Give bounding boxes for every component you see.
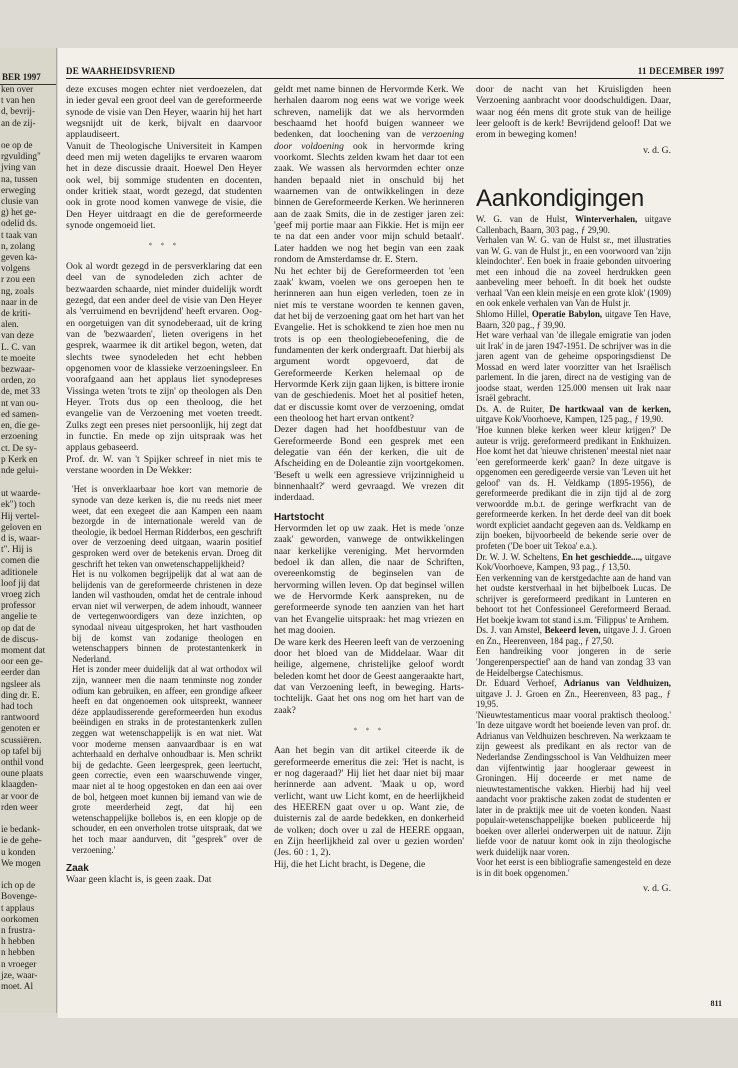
column-3 — [476, 84, 671, 894]
adjacent-page-line: en, die ge- — [1, 421, 40, 432]
adjacent-page-line: op tafel bij — [1, 746, 42, 757]
adjacent-page-line: de kriti- — [1, 309, 31, 320]
adjacent-page-line: u konden — [1, 847, 36, 858]
adjacent-page-line: scussiëren. — [1, 735, 42, 746]
adjacent-page-line: g) het ge- — [1, 208, 37, 219]
adjacent-page-line: moment dat — [1, 645, 46, 656]
adjacent-page-line: orden, zo — [1, 376, 36, 387]
section-divider: * * * — [353, 725, 385, 735]
adjacent-page-line — [0, 870, 56, 881]
adjacent-page-line: t taak van — [1, 230, 38, 241]
adjacent-page-fragment — [0, 48, 57, 1013]
paragraph: Aan het begin van dit artikel citeerde ik de gereformeerde emeritus die zei: 'Het is nacht, is er nog dageraad?' Hij liet het daar niet bij maar herinnerde aan advent. 'Maak u op, word verlicht, want uw Licht komt, en de heerlijkheid des HEEREN gaat over u op. Want zie, de duisternis zal de aarde bedekken, en donkerheid de volken; doch over u zal de HEERE opgaan, en Zijn heerlijkheid zal over u gezien worden' (Jes. 60 : 1, 2). — [274, 745, 464, 859]
adjacent-page-line: ek") toch — [1, 500, 35, 511]
adjacent-page-line: klaagden- — [1, 780, 38, 791]
block-quote — [72, 484, 262, 855]
adjacent-page-line: L. C. van — [1, 342, 36, 353]
announcement-text: 'Nieuwtestamenticus maar vooral praktisch theoloog.' 'In deze uitgave wordt het boeiende leven van prof. dr. Adrianus van Veldhuizen beschreven. Na werkzaam te zijn geweest als predikant en als rector van de Nederlandse Zendingsschool is Van Veldhuizen meer dan vijfentwintig jaar hoogleraar geweest in Groningen. Hij doceerde er met name de nieuwtestamentische vakken. Hierbij had hij veel aandacht voor praktische zaken zodat de studenten er later in de praktijk mee uit de voeten konden. Naast populair-wetenschappelijke boeken publiceerde hij boeken over allerlei onderwerpen uit de natuur. Zijn liefde voor de natuur komt ook in zijn theologische werk duidelijk naar voren. — [476, 709, 671, 857]
paragraph: Prof. dr. W. van 't Spijker schreef in niet mis te verstane woorden in De Wekker: — [66, 453, 262, 476]
adjacent-page-line: naar in de — [1, 297, 38, 308]
adjacent-page-lines-top — [0, 85, 56, 477]
adjacent-page-line: clusie van — [1, 197, 39, 208]
book-title: En het geschiedde...., — [561, 551, 643, 562]
announcement-text: 'Hoe kunnen bleke kerken weer kleur krijgen?' De auteur is vrijg. gereformeerd predikant in Enkhuizen. Hoe komt het dat 'nieuwe christenen' meestal niet naar 'een gereformeerde kerk' gaan? In deze uitgave is opgenomen een geredigeerde versie van 'Leven uit het geloof' van ds. H. Veldkamp (1895-1956), de gereformeerde predikant die in zijn tijd al de zorg verwoordde m.b.t. de geringe werfkracht van de gereformeerde kerken. In het derde deel van dit boek wordt expliciet aandacht gegeven aan ds. Veldkamp en zijn boeken, bijvoorbeeld de bekende serie over de profeten ('De boer uit Tekoa' e.a.). — [476, 425, 671, 552]
adjacent-page-line: odelid ds. — [1, 219, 38, 230]
paragraph: Nu het echter bij de Gereformeerden tot 'een zaak' kwam, voelen we ons geroepen hen te herinneren aan hun eigen verleden, toen ze in niet mis te verstane woorden te kennen gaven, dat het bij de verzoening gaat om het hart van het Evangelie. Het is schokkend te zien hoe men nu trots is op een theologiebeoefening, die de fundamenten der kerk ondergraaft. Dat hierbij als argument wordt opgevoerd, dat de Gereformeerde Kerken helemaal op de Hervormde Kerk zijn gaan lijken, is bittere ironie van de geschiedenis. Moet het al positief heten, dat er discussie komt over de verzoening, omdat een theoloog het hart ervan ontkent? — [274, 265, 464, 424]
book-title: Bekeerd leven, — [544, 625, 601, 636]
announcement-text: Het ware verhaal van 'de illegale emigratie van joden uit Irak' in de jaren 1947-1951. De schrijver was in die jaren agent van de geheime opsporingsdienst De Mossad en werd later voorzitter van het Israëlisch parlement. In die jaren, direct na de vestiging van de joodse staat, werden 125.000 mensen uit Irak naar Israël gebracht. — [476, 330, 671, 404]
adjacent-page-line: angelie te — [1, 612, 37, 623]
paragraph: geldt met name binnen de Hervormde Kerk. We herhalen daarom nog eens wat we vorige week schreven, namelijk dat we als hervormden beschaamd het hoofd buigen wanneer we bedenken, dat loochening van de verzoening door voldoening ook in hervormde kring voorkomt. Slechts zelden kwam het daar tot een zaak. We wassen als hervormden echter onze handen bepaald niet in onschuld bij het waarnemen van de ontwikkelingen in deze binnen de Gereformeerde Kerken. We herinneren aan de zaak Smits, die in de zestiger jaren zei: 'geef mij portie maar aan Fikkie. Het is mijn eer te na dat een ander voor mijn schuld betaalt'. Later hadden we nog het begin van een zaak rondom de Amsterdamse dr. E. Stern. — [274, 84, 465, 266]
announcement-text: Verhalen van W. G. van de Hulst sr., met illustraties van W. G. van de Hulst jr., en een voorwoord van 'zijn kleindochter'. Een boek in fraaie gebonden uitvoering met een inhoud die na zoveel herdrukken geen aanbeveling meer behoeft. In dit boek het oudste verhaal 'Van een klein meisje en een grote klok' (1909) en ook enkele verhalen van Van de Hulst jr. — [476, 235, 671, 309]
adjacent-page-line: ie de gehe- — [1, 836, 42, 847]
adjacent-page-line: ich op de — [1, 881, 36, 892]
quote-paragraph: 'Het is onverklaarbaar hoe kort van memorie de synode van deze kerken is, die nu reeds niet meer weet, dat een exegeet die aan Kampen een naam bezorgde in de internationale wereld van de theologie, ik bedoel Herman Ridderbos, een geschrift over de verzoening deed uitgaan, waarin positief gesproken werd over de betekenis ervan. Droeg dit geschrift het teken van onwetenschappelijkheid? — [72, 484, 262, 569]
section-divider: * * * — [148, 241, 180, 251]
adjacent-page-lines-mid — [0, 489, 56, 993]
paragraph: Hij, die het Licht bracht, is Degene, die — [274, 858, 426, 870]
announcement-entry: Dr. W. J. W. Scheltens, En het geschiedde...., uitgave Kok/Voorhoeve, Kampen, 93 pag., ƒ 13,50. Een verkenning van de kerstgedachte aan de hand van het oudste kerstverhaal in het bijbelboek Lucas. De schrijver is gereformeerd predikant in Lunteren en behoort tot het Confessioneel Gereformeerd Beraad. Het boekje kwam tot stand i.s.m. 'Filippus' te Arnhem. — [476, 551, 672, 625]
adjacent-page-line: rden weer — [1, 802, 38, 813]
adjacent-page-line: ken over — [1, 85, 34, 95]
adjacent-page-line: jze, waar- — [1, 970, 38, 981]
adjacent-page-line: t van hen — [1, 96, 36, 107]
adjacent-page-line: ngsleer als — [1, 679, 41, 690]
paragraph: Waar geen klacht is, is geen zaak. Dat — [66, 874, 212, 886]
adjacent-page-line: bezwaar- — [1, 365, 35, 376]
subheading-hartstocht: Hartstocht — [274, 511, 325, 523]
adjacent-page-line: genoten er — [1, 724, 40, 735]
adjacent-page-line: n, zolang — [1, 241, 36, 252]
adjacent-page-line: oor een ge- — [1, 657, 43, 668]
page-number: 811 — [710, 999, 722, 1008]
adjacent-page-line: t". Hij is — [1, 545, 33, 556]
adjacent-page-line: rgvulding" — [1, 152, 41, 163]
newspaper-page — [58, 48, 738, 1018]
adjacent-page-line: n frustra- — [1, 926, 36, 937]
adjacent-page-line: ng, zoals — [1, 286, 35, 297]
announcements-list — [476, 214, 671, 878]
adjacent-page-line — [0, 814, 56, 825]
adjacent-page-line: ed samen- — [1, 409, 39, 420]
adjacent-page-line: nt van ou- — [1, 398, 39, 409]
adjacent-page-line: ie bedank- — [1, 825, 40, 836]
announcement-text: Een handreiking voor jongeren in de serie 'Jongerenperspectief' aan de hand van zondag 33 van de Heidelbergse Catechismus. — [476, 646, 671, 678]
emphasis: verzoening door voldoening — [274, 129, 464, 152]
adjacent-page-line — [0, 130, 56, 141]
book-title: Winterverhalen, — [575, 214, 638, 225]
adjacent-page-line: onthil vond — [1, 757, 44, 768]
adjacent-page-header: BER 1997 — [0, 70, 56, 85]
adjacent-page-line: n vroeger — [1, 959, 37, 970]
adjacent-page-line: moet. Al — [1, 982, 34, 993]
paragraph: Ook al wordt gezegd in de persverklaring dat een deel van de synodeleden zich achter de bezwaarden schaarde, niet minder duidelijk wordt gezegd, dat een ander deel de visie van Den Heyer als 'verruimend en bevrijdend' heeft ervaren. Oog- en oorgetuigen van dit synodeberaad, uit de kring van de 'bezwaarden', lieten overigens in het gesprek, waarmee ik dit artikel begon, weten, dat slechts twee synodeleden het echt hebben opgenomen voor de klassieke verzoeningsleer. En voorafgaand aan het applaus liet synodepreses Vissinga weten 'trots te zijn' op theologen als Den Heyer. Trots dus op een theoloog, die het evangelie van de Verzoening met voeten treedt. Zulks zegt een preses niet persoonlijk, hij zegt dat in functie. En mede op zijn uitspraak was het applaus gebaseerd. — [66, 260, 262, 454]
paragraph: Hervormden let op uw zaak. Het is mede 'onze zaak' geworden, vanwege de ontwikkelingen naar kerkelijke vereniging. Met hervormden bedoel ik dan allen, die naar de Schriften, overeenkomstig de beginselen van de hervorming willen leven. Op dat beginsel willen we de Hervormde Kerk aanspreken, nu de gereformeerde synode ten aanzien van het hart van het Evangelie uitspraak: het mag vriezen en het mag dooien. — [274, 523, 464, 637]
announcement-entry: Dr. Eduard Verhoef, Adrianus van Veldhuizen, uitgave J. J. Groen en Zn., Heerenveen, 83 pag., ƒ 19,95. 'Nieuwtestamenticus maar vooral praktisch theoloog.' 'In deze uitgave wordt het boeiende leven van prof. dr. Adrianus van Veldhuizen beschreven. Na werkzaam te zijn geweest als predikant en als rector van de Nederlandse Zendingsschool is Van Veldhuizen meer dan vijfentwintig jaar hoogleraar geweest in Groningen. Hij doceerde er met name de nieuwtestamentische vakken. Hierbij had hij veel aandacht voor praktische zaken zodat de studenten er later in de praktijk mee uit de voeten konden. Naast populair-wetenschappelijke boeken publiceerde hij boeken over allerlei onderwerpen uit de natuur. Zijn liefde voor de natuur komt ook in zijn theologische werk duidelijk naar voren. Voor het eerst is een bibliografie samengesteld en deze is in dit boek opgenomen.' — [476, 678, 672, 878]
adjacent-page-line: r zou een — [1, 275, 36, 286]
publication-name: DE WAARHEIDSVRIEND — [66, 66, 176, 76]
issue-date: 11 DECEMBER 1997 — [637, 66, 724, 76]
adjacent-page-line: We mogen — [1, 858, 41, 869]
paragraph: De ware kerk des Heeren leeft van de verzoening door het bloed van de Middelaar. Waar dit heilige, algemene, christelijke geloof wordt beleden komt het door de Geest aangeraakte hart, dat van Verzoening leeft, in beweging. Harts-tochtelijk. Gaat het ons nog om het hart van de zaak? — [274, 636, 464, 716]
adjacent-page-line: t applaus — [1, 903, 35, 914]
adjacent-page-line: de, met 33 — [1, 387, 40, 398]
adjacent-page-line: an de zij- — [1, 118, 36, 129]
adjacent-page-line: jving van — [1, 163, 36, 174]
adjacent-page-line: had toch — [1, 701, 33, 712]
adjacent-page-line: van deze — [1, 331, 34, 342]
adjacent-page-line: eerder dan — [1, 668, 40, 679]
author-initials: v. d. G. — [643, 144, 671, 156]
adjacent-page-line: Bovenge- — [1, 892, 38, 903]
column-1 — [66, 84, 262, 886]
adjacent-page-line: erzoening — [1, 432, 38, 443]
adjacent-page-line: n hebben — [1, 948, 35, 959]
running-header — [66, 66, 724, 79]
subheading-zaak: Zaak — [66, 863, 89, 875]
adjacent-page-line: geloven en — [1, 522, 42, 533]
announcement-entry: Shlomo Hillel, Operatie Babylon, uitgave Ten Have, Baarn, 320 pag., ƒ 39,90. Het ware verhaal van 'de illegale emigratie van joden uit Irak' in de jaren 1947-1951. De schrijver was in die jaren agent van de geheime opsporingsdienst De Mossad en werd later voorzitter van het Israëlisch parlement. In die jaren, direct na de vestiging van de joodse staat, werden 125.000 mensen uit Irak naar Israël gebracht. — [476, 308, 671, 404]
adjacent-page-line: p Kerk en — [1, 454, 38, 465]
paragraph: Vanuit de Theologische Universiteit in Kampen deed men mij weten dagelijks te ervaren waarom het in deze discussie draait. Hoewel Den Heyer ook wel, bij sommige studenten en docenten, onder kritiek staat, wordt gezegd, dat studenten ook in grote nood komen vanwege de visie, die Den Heyer uitdraagt en die de gereformeerde synode ongemoeid liet. — [66, 140, 262, 232]
announcement-entry: W. G. van de Hulst, Winterverhalen, uitgave Callenbach, Baarn, 303 pag., ƒ 29,90. Verhalen van W. G. van de Hulst sr., met illustraties van W. G. van de Hulst jr., en een voorwoord van 'zijn kleindochter'. Een boek in fraaie gebonden uitvoering met een inhoud die na zoveel herdrukken geen aanbeveling meer behoeft. In dit boek het oudste verhaal 'Van een klein meisje en een grote klok' (1909) en ook enkele verhalen van Van de Hulst jr. — [476, 214, 672, 309]
adjacent-page-line: alen. — [1, 320, 19, 331]
announcements-heading: Aankondigingen — [476, 185, 644, 213]
adjacent-page-line: h hebben — [1, 937, 35, 948]
adjacent-page-line: ding dr. E. — [1, 690, 40, 701]
adjacent-page-line: oe op de — [1, 141, 33, 152]
adjacent-page-line: oorkomen — [1, 914, 39, 925]
paragraph: door de nacht van het Kruisligden heen Verzoening aanbracht voor doodschuldigen. Daar, waar nog één mens dit grote stuk van de heilige leer gelooft is de kerk! Bevrijdend geloof! Dat we erom in beweging komen! — [476, 84, 671, 141]
book-title: De hartkwaal van de kerken, — [549, 403, 671, 414]
announcement-text: Voor het eerst is een bibliografie samengesteld en deze is in dit boek opgenomen.' — [476, 857, 671, 878]
adjacent-page-line: ut waarde- — [1, 489, 41, 500]
announcement-entry: Ds. J. van Amstel, Bekeerd leven, uitgave J. J. Groen en Zn., Heerenveen, 184 pag., ƒ 27,50. Een handreiking voor jongeren in de serie 'Jongerenperspectief' aan de hand van zondag 33 van de Heidelbergse Catechismus. — [476, 625, 672, 678]
column-2 — [274, 84, 464, 870]
adjacent-page-line: oune plaats — [1, 769, 44, 780]
paragraph: Dezer dagen had het hoofdbestuur van de Gereformeerde Bond een gesprek met een delegatie van één der kerken, die uit de Afscheiding en de Doleantie zijn voortgekomen. 'Beseft u welk een agressieve vrijzinnigheid u binnenhaalt?' werd gevraagd. We vrezen dit inderdaad. — [274, 424, 464, 504]
paragraph: deze excuses mogen echter niet verdoezelen, dat in ieder geval een groot deel van de gereformeerde synode de visie van Den Heyer, waarin hij het hart wegsnijdt uit de kerk, bijvalt en daarvoor applaudiseert. — [66, 84, 262, 141]
adjacent-page-line: na, tussen — [1, 174, 38, 185]
adjacent-page-line: te moeite — [1, 353, 36, 364]
adjacent-page-line: professor — [1, 601, 36, 612]
book-title: Adrianus van Veldhuizen, — [563, 678, 672, 689]
adjacent-page-line: vroeg zich — [1, 589, 40, 600]
adjacent-page-line: Hij vertel- — [1, 511, 40, 522]
adjacent-page-line: op dat de — [1, 623, 36, 634]
adjacent-page-line: ct. De sy- — [1, 443, 37, 454]
adjacent-page-line: loof jij dat — [1, 578, 40, 589]
adjacent-page-line: de discus- — [1, 634, 39, 645]
book-title: Operatie Babylon, — [531, 308, 603, 319]
quote-paragraph: Het is zonder meer duidelijk dat al wat orthodox wil zijn, wanneer men die naam tenminste nog zonder odium kan gebruiken, en affeer, een grondige afkeer heeft en dat ongenoemen ook uitspreekt, wanneer déze applaudisserende gereformeerden hun exodus beëindigen en straks in de protestantenkerk zullen zeggen wat wetenschappelijk is en wat niet. Wat voor moderne mensen aanvaardbaar is en wat achterhaald en derhalve onhoudbaar is. Men schrikt bij de gedachte. Geen leergesprek, geen leertucht, geen correctie, even een waarschuwende vinger, maar niet al te hoog opgestoken en dan een aai over de bol, hetgeen moet kunnen bij iemand van wie de grote meerderheid zegt, dat hij een wetenschappelijke bollebos is, en een klopje op de schouder, en een onverholen trotse uitspraak, dat we het toch maar aandurven, dit "gesprek" over de verzoening.' — [72, 664, 262, 855]
author-initials: v. d. G. — [643, 882, 671, 894]
adjacent-page-line: comen die — [1, 556, 40, 567]
adjacent-page-line: geven ka- — [1, 253, 38, 264]
adjacent-page-line: ar voor de — [1, 791, 39, 802]
adjacent-page-line: aditionele — [1, 567, 38, 578]
adjacent-page-line: rantwoord — [1, 713, 40, 724]
announcement-text: Een verkenning van de kerstgedachte aan de hand van het oudste kerstverhaal in het bijbelboek Lucas. De schrijver is gereformeerd predikant in Lunteren en behoort tot het Confessioneel Gereformeerd Beraad. Het boekje kwam tot stand i.s.m. 'Filippus' te Arnhem. — [476, 572, 671, 625]
adjacent-page-line: d is, waar- — [1, 533, 40, 544]
adjacent-page-line: nde gelui- — [1, 465, 39, 476]
adjacent-page-line: d, bevrij- — [1, 107, 36, 118]
adjacent-page-line: volgens — [1, 264, 30, 275]
announcement-entry: Ds. A. de Ruiter, De hartkwaal van de kerken, uitgave Kok/Voorhoeve, Kampen, 125 pag., ƒ 19,90. 'Hoe kunnen bleke kerken weer kleur krijgen?' De auteur is vrijg. gereformeerd predikant in Enkhuizen. Hoe komt het dat 'nieuwe christenen' meestal niet naar 'een gereformeerde kerk' gaan? In deze uitgave is opgenomen een geredigeerde versie van 'Leven uit het geloof' van ds. H. Veldkamp (1895-1956), de gereformeerde predikant die in zijn tijd al de zorg verwoordde m.b.t. de geringe werfkracht van de gereformeerde kerken. In het derde deel van dit boek wordt expliciet aandacht gegeven aan ds. Veldkamp en zijn boeken, bijvoorbeeld de bekende serie over de profeten ('De boer uit Tekoa' e.a.). — [476, 403, 671, 552]
adjacent-page-line: erweging — [1, 185, 36, 196]
quote-paragraph: Het is nu volkomen begrijpelijk dat al wat aan de belijdenis van de gereformeerde christenen in deze landen wil vasthouden, omdat het de centrale inhoud ervan niet wil verwerpen, de adem inhoudt, wanneer de vertegenwoordigers van deze inzichten, op synodaal niveau uitgesproken, het hart vasthouden bij de komst van zodanige theologen en wetenschappers binnen de protestantenkerk in Nederland. — [72, 569, 262, 664]
